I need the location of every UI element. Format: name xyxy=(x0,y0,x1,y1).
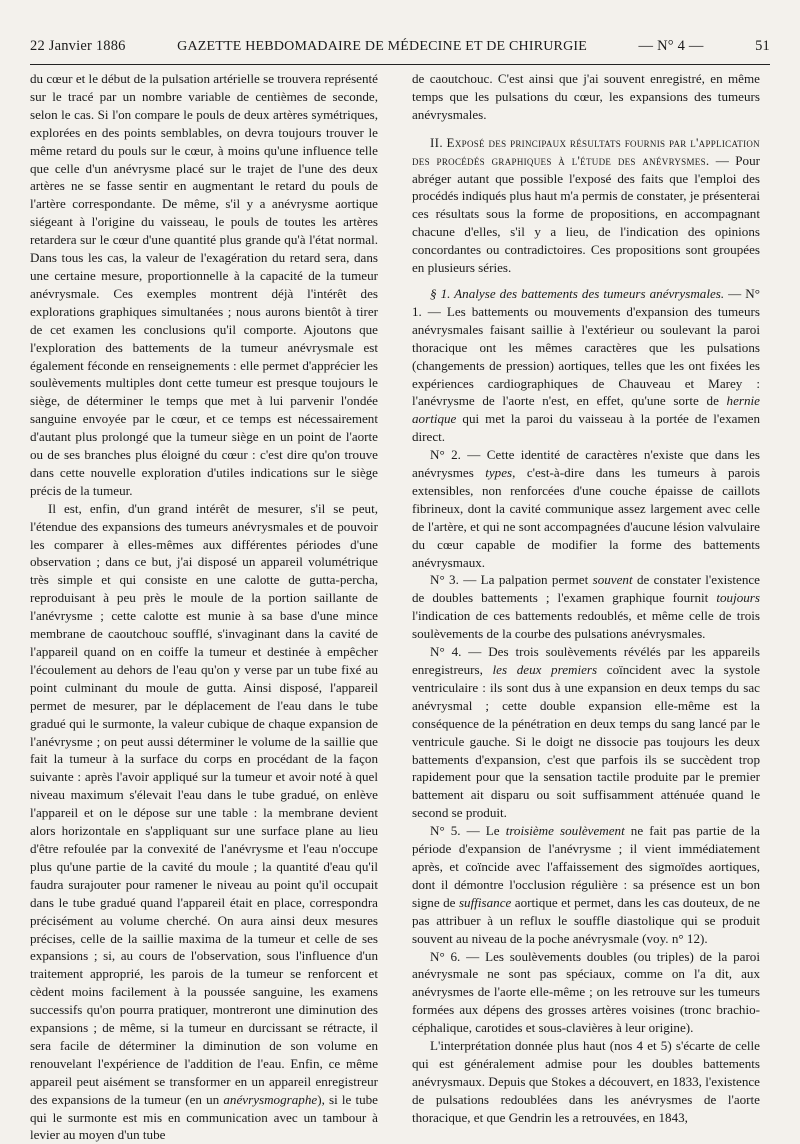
italic-term: troisième soulèvement xyxy=(505,823,625,839)
text-run: N° 3. — La palpation permet xyxy=(430,572,593,588)
text-run: coïncident avec la systole ventriculaire : ils sont dus à une expansion en deux temps du sac anévrysmal ; cette double expansion elle-même est la conséquence de la pénétration en deux temps du sang lancé par le ventricule gauche. Si le doigt ne dissocie pas toujours les deux battements d'expansion, c'est que parfois ils se succèdent trop rapidement pour que la sensation tactile produite par le premier battement ait disparu ou soit suffisamment atténuée quand le second se produit. xyxy=(412,662,760,821)
page-number: 51 xyxy=(755,38,770,54)
italic-term: les deux premiers xyxy=(492,662,598,677)
subsection-heading: § 1. Analyse des battements des tumeurs anévrysmales. xyxy=(430,285,725,301)
text-run: — Pour abréger autant que possible l'exposé des faits que l'emploi des procédés indiqués plus haut m'a permis de constater, je présenterai ces résultats sous la forme de propositions, en accompagnant chacune d'elles, s'il y a lieu, de l'indication des opinions concordantes ou contradictoires. Ces propositions sont groupées en plusieurs séries. xyxy=(412,152,760,276)
text-run: , c'est-à-dire dans les tumeurs à parois extensibles, non renforcées d'une couche épaisse de caillots fibrineux, dont la cavité communique assez largement avec celle de l'artère, et qui ne sont accompagnées d'aucune lésion valvulaire du cœur capable de modifier la forme des battements anévrysmaux. xyxy=(412,465,761,570)
paragraph xyxy=(30,500,378,1144)
paragraph: de caoutchouc. C'est ainsi que j'ai souvent enregistré, en même temps que les pulsations du cœur, les expansions des tumeurs anévrysmales. xyxy=(412,71,760,122)
text-run: N° 2. — Cette identité de caractères n'existe que dans les anévrysmes xyxy=(412,447,760,481)
text-run: ne fait pas partie de la période d'expansion de l'anévrysme ; il vient immédiatement après, et coïncide avec l'affaissement des sigmoïdes aortiques, dont il démontre l'occlusion régulière : sa présence est un bon signe de xyxy=(412,823,760,910)
italic-term: types xyxy=(485,465,513,481)
italic-term: suffisance xyxy=(458,894,512,910)
proposition-1 xyxy=(412,285,760,446)
italic-term: toujours xyxy=(716,590,760,606)
left-column xyxy=(30,70,378,1144)
right-column xyxy=(412,70,760,1127)
section-ii xyxy=(412,134,760,277)
header-rule xyxy=(30,64,770,65)
header-date: 22 Janvier 1886 xyxy=(30,38,126,54)
running-header xyxy=(30,38,770,62)
text-run: qui met la paroi du vaisseau à la portée de l'examen direct. xyxy=(412,411,760,445)
paragraph: du cœur et le début de la pulsation artérielle se trouvera représenté sur le tracé par un nombre variable de centièmes de seconde, selon le cas. Si l'on compare le pouls de deux artères symétriques, explorées en des points semblables, on devra toujours trouver le même retard du pouls sur le cœur, à moins qu'une influence telle que celle d'un anévrysme placé sur le trajet de l'une des deux artères ne se fasse sentir en augmentant le retard du pouls de l'artère correspondante. De même, s'il y a anévrysme aortique siégeant à l'origine du vaisseau, le pouls de toutes les artères retardera sur le cœur d'une quantité plus grande qu'à l'état normal. Dans tous les cas, la valeur de l'exagération du retard sera, dans une certaine mesure, proportionnelle à la capacité de la tumeur anévrysmale. Ces exemples montrent déjà l'intérêt des explorations graphiques simultanées ; nous aurons bientôt à tirer de cet examen les conclusions qu'il comporte. Ajoutons que l'exploration des battements de la tumeur anévrysmale est également féconde en renseignements : elle permet d'apprécier les soulèvements multiples dont cette tumeur est presque toujours le siège, de déterminer le temps que met à lui parvenir l'ondée sanguine envoyée par le cœur, et ce temps est nécessairement d'autant plus prolongé que la tumeur siège en un point de l'aorte ou de ses branches plus éloigné du cœur : c'est dire qu'on trouve dans cette nouvelle exploration d'utiles indications sur le siège précis de la tumeur. xyxy=(30,71,378,498)
journal-title: GAZETTE HEBDOMADAIRE DE MÉDECINE ET DE CHIRURGIE xyxy=(177,39,588,54)
proposition-2 xyxy=(412,446,760,571)
paragraph: L'interprétation donnée plus haut (nos 4 et 5) s'écarte de celle qui est généralement admise pour les doubles battements anévrysmaux. Depuis que Stokes a découvert, en 1833, l'existence de pulsations redoublées dans les anévrysmes de l'aorte thoracique, et que Gendrin les a retrouvées, en 1843, xyxy=(412,1038,760,1125)
text-run: l'indication de ces battements redoublés, et même celle de trois soulèvements de la courbe des pulsations anévrysmales. xyxy=(412,608,760,642)
text-run: N° 5. — Le xyxy=(430,823,506,839)
proposition-6: N° 6. — Les soulèvements doubles (ou triples) de la paroi anévrysmale ne sont pas spéciaux, comme on l'a dit, aux anévrysmes de l'aorte elle-même ; on les retrouve sur les tumeurs formées aux dépens des grosses artères voisines (tronc brachio-céphalique, carotides et sous-clavières à leur origine). xyxy=(412,948,760,1036)
text-run: Il est, enfin, d'un grand intérêt de mesurer, s'il se peut, l'étendue des expansions des tumeurs anévrysmales et de pouvoir les comparer à elles-mêmes aux différentes périodes d'une observation ; dans ce but, j'ai disposé un appareil volumétrique très simple et qui consiste en une calotte de gutta-percha, reproduisant à peu près le moule de la portion saillante de l'anévrysme ; cette calotte est munie à sa base d'une mince membrane de caoutchouc soufflé, s'invaginant dans la cavité de l'appareil quand on en coiffe la tumeur et destinée à empêcher l'écoulement au dehors de l'eau qu'on y verse par un tube fixé au point culminant du moule de gutta. Ainsi disposé, l'appareil permet de mesurer, par le déplacement de l'eau dans le tube gradué qui le surmonte, la valeur cubique de chaque expansion de l'anévrysme ; on peut aussi déterminer le volume de la saillie que fait la tumeur à la surface du corps en procédant de la façon suivante : après l'avoir appliqué sur la tumeur et avoir noté à quel niveau maximum s'élevait l'eau dans le tube gradué, on enlève l'appareil et on le dépose sur une table : la membrane devient alors horizontale en s'appliquant sur une surface plane au lieu d'être refoulée par la convexité de l'anévrysme et l'eau n'occupe plus qu'une partie de la cavité du moule ; la quantité d'eau qu'il faudra surajouter pour ramener le niveau au point qu'il occupait dans le tube gradué quand l'appareil était en place, correspondra précisément au volume cherché. On aura ainsi deux mesures précises, celle de la saillie maxima de la tumeur et celle de ses expansions ; si, au cours de l'observation, sous l'influence d'un traitement approprié, les parois de la tumeur se renforcent et cèdent moins facilement à la poussée sanguine, les examens successifs qu'on pourra pratiquer, montreront une diminution des expansions ; de même, si la tumeur en durcissant se rétracte, il sera facile de déterminer la diminution de son volume en renouvelant l'expérience de l'addition de l'eau. Enfin, ce même appareil peut aisément se transformer en un appareil enregistreur des expansions de la tumeur (en un xyxy=(30,500,378,1107)
proposition-4 xyxy=(412,643,760,822)
text-run: aortique et permet, dans les cas douteux, de ne pas attribuer à un reflux le souffle diastolique qui se produit souvent au niveau de la poche anévrysmale (voy. n° 12). xyxy=(412,894,760,946)
italic-term: hernie aortique xyxy=(412,393,760,427)
section-heading: II. Exposé des principaux résultats fournis par l'application des procédés graphiques à l'étude des anévrysmes. xyxy=(412,134,760,168)
issue-number: — N° 4 — xyxy=(638,38,704,54)
italic-term: souvent xyxy=(592,572,633,588)
proposition-3 xyxy=(412,571,760,643)
text-run: de constater l'existence de doubles battements ; l'examen graphique fournit xyxy=(412,572,760,606)
text-run: — N° 1. — Les battements ou mouvements d'expansion des tumeurs anévrysmales faisant saillie à l'extérieur ou soulevant la paroi thoracique ont les mêmes caractères que les pulsations (changements de pression) aortiques, telles que les ont fixées les expériences cardiographiques de Chauveau et Marey : l'anévrysme de l'aorte n'est, en effet, qu'une sorte de xyxy=(412,285,760,409)
text-run: N° 4. — Des trois soulèvements révélés par les appareils enregistreurs, xyxy=(412,644,760,677)
italic-term: anévrysmographe xyxy=(223,1091,318,1107)
text-run: ), si le tube qui le surmonte est mis en communication avec un tambour à levier au moyen d'un tube xyxy=(30,1091,378,1143)
proposition-5 xyxy=(412,822,760,947)
